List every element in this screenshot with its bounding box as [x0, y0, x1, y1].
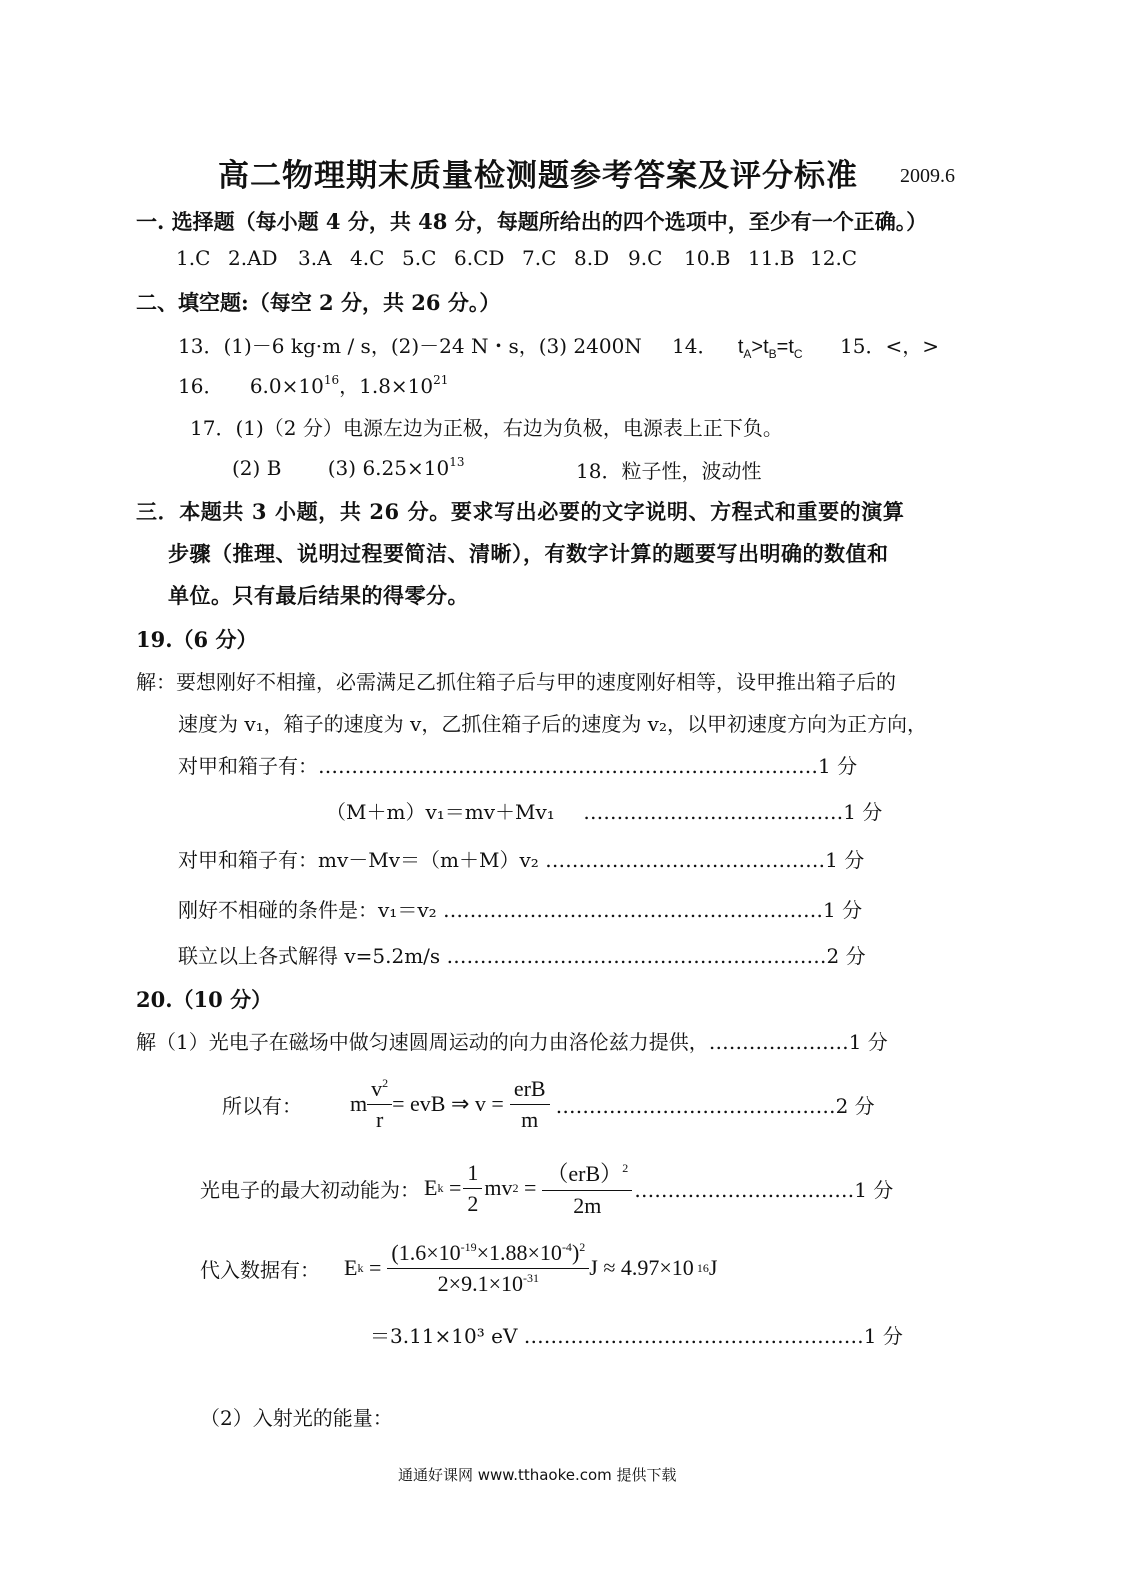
q14-formula: $t_A>t_B=t_C$ — [737, 336, 803, 361]
answer-item: 8.D — [574, 246, 610, 270]
q19-line7: 联立以上各式解得 v=5.2m/s …………………………………………………2 分 — [178, 944, 866, 968]
q20-eq-row1 — [222, 1068, 875, 1140]
q17-part2: (2) B — [232, 456, 282, 480]
q20-sub-formula: E k = $\frac{(1.6\times 10^{-19}\times 1.88\times 10^{-4})^2}{2\times 9.1\times 10^{-31}}$ J ≈ 4.97×10 16 J — [344, 1239, 718, 1296]
q16-formula: $6.0\times 10^{16}$，$1.8\times 10^{21}$ — [249, 373, 449, 398]
q20-ek-label: 光电子的最大初动能为： — [200, 1177, 420, 1202]
section-3-heading-line3: 单位。只有最后结果的得零分。 — [168, 583, 469, 608]
q20-sub-label: 代入数据有： — [200, 1257, 320, 1282]
answer-item: 2.AD — [228, 246, 278, 270]
section-1-answers — [176, 246, 860, 270]
q20-line1: 解（1）光电子在磁场中做匀速圆周运动的向力由洛伦兹力提供，…………………1 分 — [136, 1030, 888, 1054]
q19-heading: 19.（6 分） — [136, 627, 258, 652]
q20-heading: 20.（10 分） — [136, 987, 273, 1012]
answer-item: 11.B — [748, 246, 795, 270]
q20-part2: （2）入射光的能量： — [200, 1406, 393, 1430]
q17-part3: (3) $6.25\times 10^{13}$ — [327, 455, 465, 480]
q19-line2: 速度为 v₁，箱子的速度为 v，乙抓住箱子后的速度为 v₂，以甲初速度方向为正方向， — [178, 712, 928, 736]
q19-eq1 — [326, 796, 882, 825]
answer-item: 5.C — [402, 246, 437, 270]
q16-answer — [178, 370, 448, 399]
answer-item: 3.A — [298, 246, 332, 270]
answer-item: 12.C — [810, 246, 858, 270]
answer-item: 4.C — [350, 246, 385, 270]
answer-item: 7.C — [522, 246, 557, 270]
q20-eq-row3 — [200, 1228, 717, 1308]
q19-line6: 刚好不相碰的条件是：v₁＝v₂ …………………………………………………1 分 — [178, 898, 863, 922]
page-title: 高二物理期末质量检测题参考答案及评分标准 — [218, 158, 858, 194]
q15-answer: 15．<，> — [840, 334, 939, 358]
q13-answer: 13．(1)－6 kg·m / s，(2)－24 N・s，(3) 2400N — [178, 334, 642, 358]
q14-answer — [672, 330, 803, 361]
q19-line5: 对甲和箱子有：mv－Mv＝（m＋M）v₂ ……………………………………1 分 — [178, 848, 865, 872]
q17-line2 — [232, 455, 464, 480]
q18-answer: 18．粒子性，波动性 — [576, 459, 762, 483]
q19-eq1-dots: …………………………………1 分 — [583, 800, 883, 824]
section-3-heading-line1: 三．本题共 3 小题，共 26 分。要求写出必要的文字说明、方程式和重要的演算 — [136, 499, 905, 524]
section-1-heading: 一. 选择题（每小题 4 分，共 48 分，每题所给出的四个选项中，至少有一个正确。） — [136, 209, 928, 234]
q16-label: 16． — [178, 374, 224, 398]
answer-item: 10.B — [684, 246, 731, 270]
footer: 通通好课网 www.tthaoke.com 提供下载 — [398, 1466, 677, 1484]
q20-ek-dots: ……………………………1 分 — [634, 1177, 894, 1202]
q20-eq1-dots: ……………………………………2 分 — [555, 1093, 875, 1118]
section-3-heading-line2: 步骤（推理、说明过程要简洁、清晰），有数字计算的题要写出明确的数值和 — [168, 541, 889, 566]
q19-line3: 对甲和箱子有：…………………………………………………………………1 分 — [178, 754, 858, 778]
q17-line1: 17．(1)（2 分）电源左边为正极，右边为负极，电源表上正下负。 — [190, 416, 783, 440]
q20-result: ＝3.11×10³ eV ……………………………………………1 分 — [370, 1324, 903, 1348]
q20-ek-formula: E k = $\frac{1}{2}$ mv 2 = $\frac{(erB)^2}{2m}$ — [424, 1157, 632, 1219]
answer-item: 6.CD — [454, 246, 505, 270]
q19-line1: 解：要想刚好不相撞，必需满足乙抓住箱子后与甲的速度刚好相等，设甲推出箱子后的 — [136, 670, 896, 694]
answer-item: 1.C — [176, 246, 211, 270]
answer-item: 9.C — [628, 246, 663, 270]
date: 2009.6 — [900, 165, 955, 187]
q20-eq1-formula: m $\frac{v^2}{r}$ = evB ⇒ v = $\frac{\text{erB}}{m}$ — [350, 1076, 550, 1133]
q20-suoyou-label: 所以有： — [222, 1093, 302, 1118]
q20-eq-row2 — [200, 1150, 893, 1226]
q14-label: 14． — [672, 334, 718, 358]
section-2-heading: 二、填空题:（每空 2 分，共 26 分。） — [136, 290, 501, 315]
q19-eq1-formula: （M＋m）v₁＝mv＋Mv₁ — [326, 800, 555, 824]
